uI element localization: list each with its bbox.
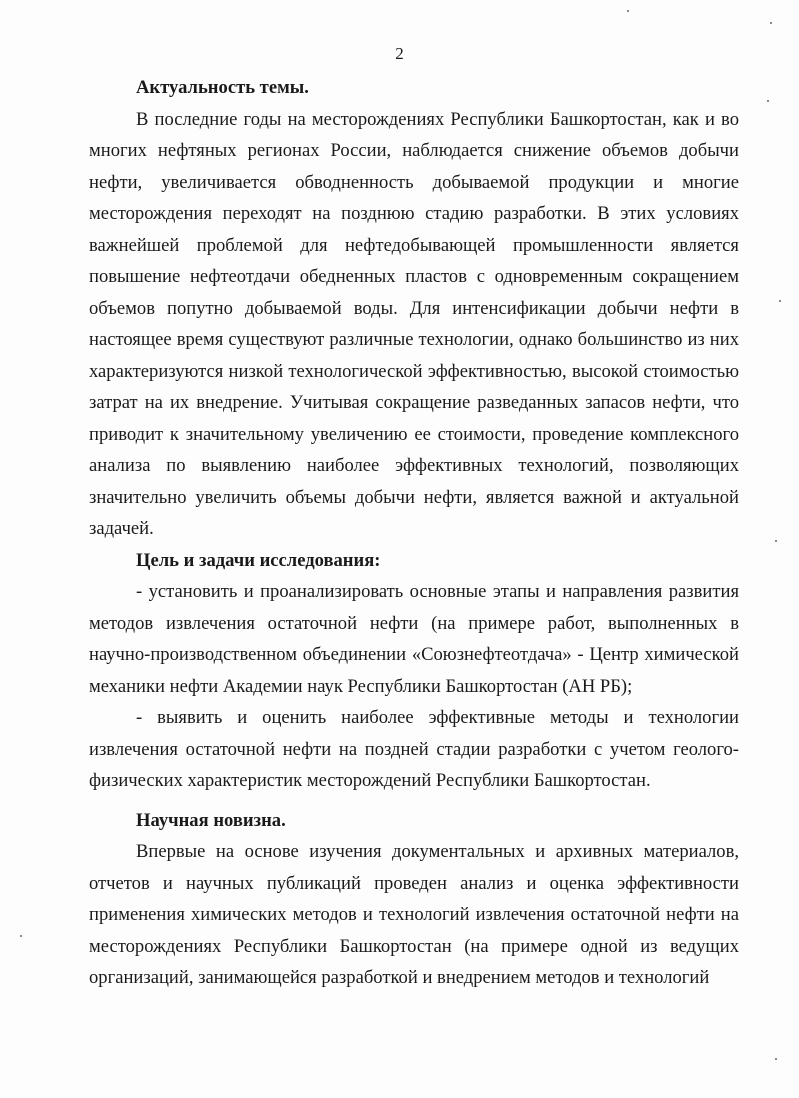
page-number: 2	[395, 44, 404, 63]
scan-speck	[775, 1058, 777, 1060]
section-heading-goals: Цель и задачи исследования:	[136, 549, 381, 571]
goal-item: - выявить и оценить наиболее эффективные методы и технологии извлечения остаточной нефти на поздней стадии разработки с учетом геолого-физических характеристик месторождений Республики Башкортостан.	[89, 707, 739, 791]
paragraph-novelty: Впервые на основе изучения документальных и архивных материалов, отчетов и научных публикаций проведен анализ и оценка эффективности применения химических методов и технологий извлечения остаточной нефти на месторождениях Республики Башкортостан (на примере одной из ведущих организаций, занимающейся разработкой и внедрением методов и технологий	[89, 841, 739, 988]
scan-speck	[770, 22, 772, 24]
scan-speck	[779, 300, 781, 302]
scan-speck	[627, 10, 629, 12]
spacer	[89, 797, 739, 805]
scan-speck	[767, 100, 769, 102]
scan-speck	[775, 540, 777, 542]
scan-speck	[20, 935, 22, 937]
section-heading-relevance: Актуальность темы.	[136, 77, 309, 98]
document-body	[89, 72, 739, 994]
goal-item: - установить и проанализировать основные этапы и направления развития методов извлечения остаточной нефти (на примере работ, выполненных в научно-производственном объединении «Союзнефтеотдача» - Центр химической механики нефти Академии наук Республики Башкортостан (АН РБ);	[89, 581, 739, 697]
section-heading-novelty: Научная новизна.	[136, 809, 286, 831]
paragraph-relevance: В последние годы на месторождениях Республики Башкортостан, как и во многих нефтяных регионах России, наблюдается снижение объемов добычи нефти, увеличивается обводненность добываемой продукции и многие месторождения переходят на позднюю стадию разработки. В этих условиях важнейшей проблемой для нефтедобывающей промышленности является повышение нефтеотдачи обедненных пластов с одновременным сокращением объемов попутно добываемой воды. Для интенсификации добычи нефти в настоящее время существуют различные технологии, однако большинство из них характеризуются низкой технологической эффективностью, высокой стоимостью затрат на их внедрение. Учитывая сокращение разведанных запасов нефти, что приводит к значительному увеличению ее стоимости, проведение комплексного анализа по выявлению наиболее эффективных технологий, позволяющих значительно увеличить объемы добычи нефти, является важной и актуальной задачей.	[89, 108, 739, 539]
